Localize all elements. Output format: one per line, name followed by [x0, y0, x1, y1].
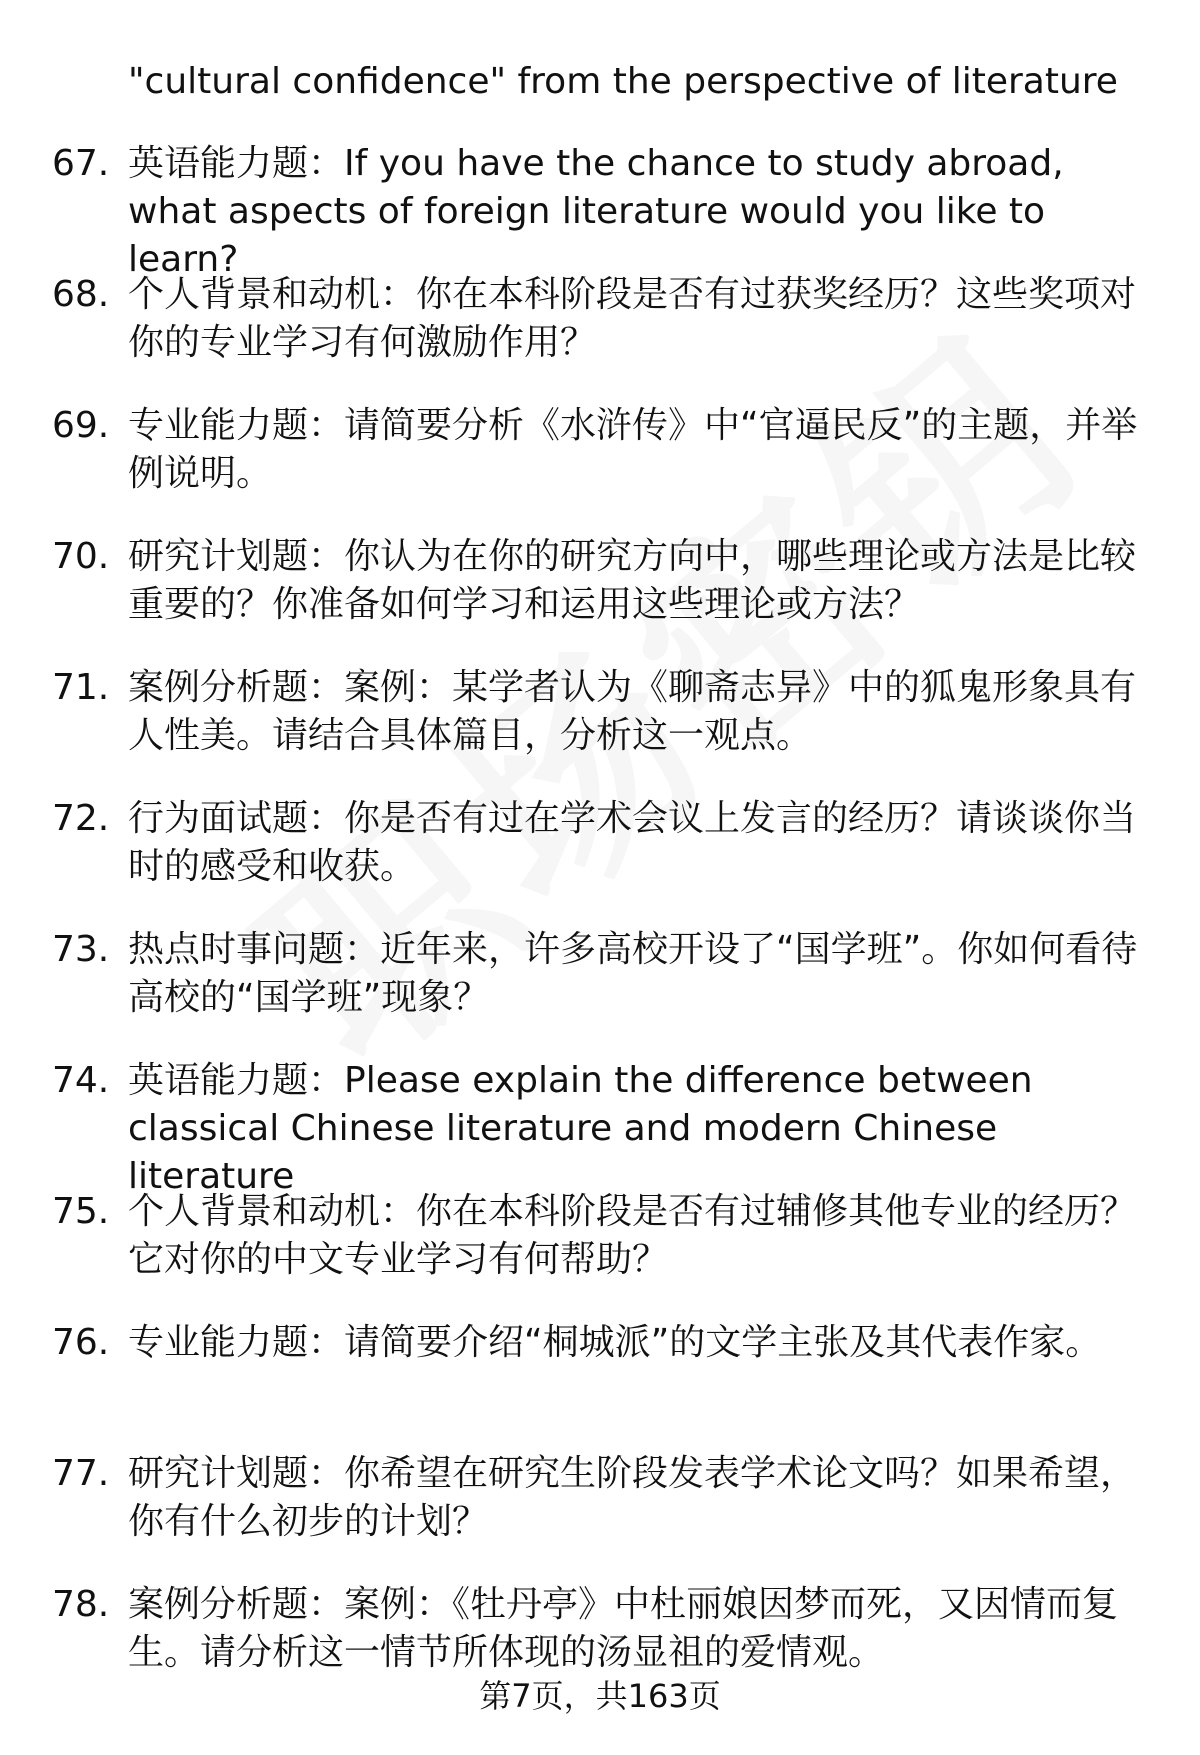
question-number: 67.	[52, 143, 110, 184]
question-number: 75.	[52, 1191, 110, 1232]
question-item	[52, 1450, 1162, 1581]
question-number: 69.	[52, 405, 110, 446]
question-item	[52, 402, 1162, 533]
question-item	[52, 533, 1162, 664]
question-item	[52, 926, 1162, 1057]
question-item	[52, 1188, 1162, 1319]
question-text: 案例分析题：案例：某学者认为《聊斋志异》中的狐鬼形象具有人性美。请结合具体篇目，分析这一观点。	[128, 667, 1137, 756]
question-item	[52, 795, 1162, 926]
question-text: 英语能力题：Please explain the difference between classical Chinese literature and modern Chinese literature	[128, 1060, 1033, 1197]
continuation-text: "cultural confidence" from the perspective of literature	[128, 61, 1118, 102]
question-number: 68.	[52, 274, 110, 315]
question-number: 72.	[52, 798, 110, 839]
question-number: 76.	[52, 1322, 110, 1363]
question-number: 73.	[52, 929, 110, 970]
page-footer: 第7页，共163页	[479, 1677, 721, 1715]
question-text: 专业能力题：请简要分析《水浒传》中“官逼民反”的主题，并举例说明。	[128, 405, 1138, 494]
question-number: 70.	[52, 536, 110, 577]
question-text: 热点时事问题：近年来，许多高校开设了“国学班”。你如何看待高校的“国学班”现象？	[128, 929, 1138, 1018]
question-text: 研究计划题：你希望在研究生阶段发表学术论文吗？如果希望，你有什么初步的计划？	[128, 1453, 1137, 1542]
question-number: 71.	[52, 667, 110, 708]
question-item	[52, 1057, 1162, 1197]
question-item	[52, 140, 1162, 280]
question-item	[52, 664, 1162, 795]
question-item	[52, 271, 1162, 402]
question-text: 专业能力题：请简要介绍“桐城派”的文学主张及其代表作家。	[128, 1322, 1102, 1363]
question-text: 个人背景和动机：你在本科阶段是否有过辅修其他专业的经历？它对你的中文专业学习有何帮助？	[128, 1191, 1137, 1280]
question-list	[52, 140, 1162, 1712]
question-number: 78.	[52, 1584, 110, 1625]
question-text: 案例分析题：案例：《牡丹亭》中杜丽娘因梦而死，又因情而复生。请分析这一情节所体现的汤显祖的爱情观。	[128, 1584, 1119, 1673]
question-text: 个人背景和动机：你在本科阶段是否有过获奖经历？这些奖项对你的专业学习有何激励作用？	[128, 274, 1137, 363]
question-item	[52, 1319, 1162, 1450]
question-number: 77.	[52, 1453, 110, 1494]
question-text: 研究计划题：你认为在你的研究方向中，哪些理论或方法是比较重要的？你准备如何学习和运用这些理论或方法？	[128, 536, 1137, 625]
question-number: 74.	[52, 1060, 110, 1101]
question-text: 行为面试题：你是否有过在学术会议上发言的经历？请谈谈你当时的感受和收获。	[128, 798, 1137, 887]
question-text: 英语能力题：If you have the chance to study abroad, what aspects of foreign literature would you like to learn?	[128, 143, 1064, 280]
